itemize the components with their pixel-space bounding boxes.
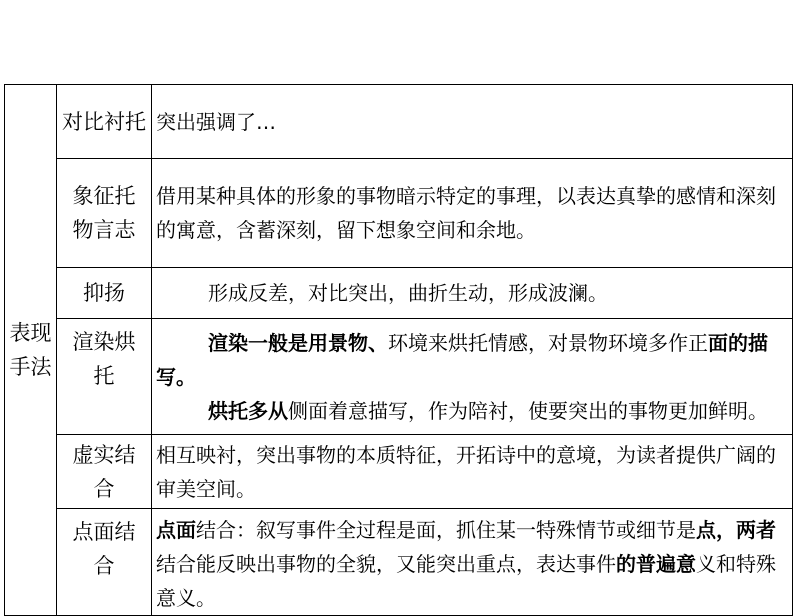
technique-name: 象征托物言志: [57, 159, 152, 268]
technique-description: [152, 319, 793, 435]
description-text: 的普遍意: [616, 552, 696, 576]
description-text: 环境来烘托情感，对景物环境多作正: [388, 330, 708, 355]
table-row: [5, 268, 793, 319]
technique-name: 渲染烘托: [57, 319, 152, 435]
technique-description: [152, 435, 793, 509]
description-text: 点面: [156, 518, 196, 542]
technique-description: [152, 509, 793, 616]
techniques-table: [4, 84, 793, 616]
technique-name: 点面结合: [57, 509, 152, 616]
description-paragraph: [156, 394, 788, 428]
table-row: [5, 435, 793, 509]
description-text: 结合：叙写事件全过程是面，抓住某一特殊情节或细节是: [196, 518, 696, 542]
description-text: 渲染一般是用景物、: [208, 330, 388, 355]
description-text: 形成反差，对比突出，曲折生动，形成波澜。: [208, 281, 608, 305]
technique-description: [152, 159, 793, 268]
technique-name: 对比衬托: [57, 85, 152, 159]
description-text: 义和特殊意义。: [156, 552, 776, 610]
description-text: 相互映衬，突出事物的本质特征，开拓诗中的意境，为读者提供广阔的审美空间。: [156, 442, 776, 501]
table-row: [5, 319, 793, 435]
technique-name: 抑扬: [57, 268, 152, 319]
description-paragraph: [156, 326, 788, 394]
description-text: 借用某种具体的形象的事物暗示特定的事理，以表达真挚的感情和深刻的寓意，含蓄深刻，留下想象空间和余地。: [156, 184, 776, 242]
table-row: [5, 85, 793, 159]
description-text: 面的描写。: [156, 330, 768, 389]
description-text: 结合能反映出事物的全貌，又能突出重点，表达事件: [156, 552, 616, 576]
table-row: [5, 509, 793, 616]
technique-name: 虚实结合: [57, 435, 152, 509]
description-text: 突出强调了…: [156, 109, 276, 134]
technique-description: [152, 268, 793, 319]
technique-description: [152, 85, 793, 159]
description-text: 侧面着意描写，作为陪衬，使要突出的事物更加鲜明。: [288, 398, 768, 423]
category-cell: 表现手法: [5, 85, 57, 616]
description-text: 点，两者: [696, 518, 776, 542]
description-text: 烘托多从: [208, 398, 288, 423]
table-row: [5, 159, 793, 268]
